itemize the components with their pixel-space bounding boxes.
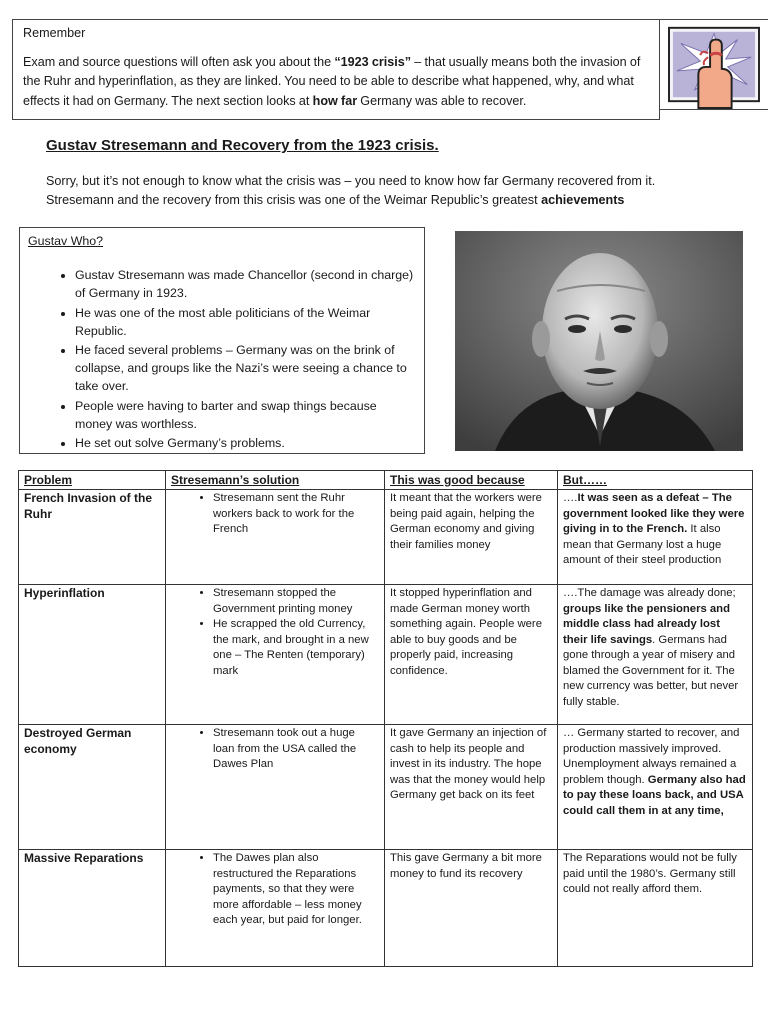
table-row bbox=[19, 850, 753, 967]
problem-cell: Hyperinflation bbox=[19, 585, 166, 725]
list-item: • The Dawes plan also restructured the Reparations payments, so that they were more affordable – less money each year, but paid for longer. bbox=[213, 851, 379, 929]
list-item: • Gustav Stresemann was made Chancellor (second in charge) of Germany in 1923. bbox=[75, 266, 416, 302]
intro-line-1: Sorry, but it’s not enough to know what the crisis was – you need to know how far Germany recovered from it. bbox=[46, 174, 656, 188]
portrait-image bbox=[455, 231, 743, 451]
but-text: . Germans had gone through a year of misery and blamed the Government for it. The new currency was better, but never fully stable. bbox=[563, 633, 739, 708]
intro-line-2 bbox=[46, 191, 746, 210]
but-text: ….The damage was already done; bbox=[563, 587, 736, 599]
finger-string-reminder-image bbox=[660, 19, 768, 110]
column-header-problem: Problem bbox=[19, 471, 166, 490]
gustav-who-box bbox=[19, 227, 425, 454]
list-item: • He was one of the most able politicians of the Weimar Republic. bbox=[75, 304, 416, 340]
but-text: It also mean that Germany lost a huge amount of their steel production bbox=[563, 523, 722, 566]
good-because-cell: It gave Germany an injection of cash to help its people and invest in its industry. The hope was that the money would help Germany get back on its feet bbox=[385, 725, 558, 850]
problem-cell: Massive Reparations bbox=[19, 850, 166, 967]
problem-cell: French Invasion of the Ruhr bbox=[19, 490, 166, 585]
recovery-table bbox=[18, 470, 753, 967]
solution-cell bbox=[166, 585, 385, 725]
but-text: The Reparations would not be fully paid until the 1980’s. Germany still could not really afford them. bbox=[563, 852, 737, 895]
good-because-cell: It stopped hyperinflation and made German money worth something again. People were able to buy goods and be properly paid, increasing confidence. bbox=[385, 585, 558, 725]
list-item: • Stresemann sent the Ruhr workers back to work for the French bbox=[213, 491, 379, 538]
remember-box bbox=[12, 19, 660, 120]
good-because-cell: This gave Germany a bit more money to fund its recovery bbox=[385, 850, 558, 967]
table-header-row bbox=[19, 471, 753, 490]
intro-text bbox=[46, 172, 746, 210]
solution-cell bbox=[166, 490, 385, 585]
but-text: …. bbox=[563, 492, 578, 504]
column-header-solution: Stresemann’s solution bbox=[166, 471, 385, 490]
remember-text bbox=[23, 53, 649, 112]
intro-line-2-text: Stresemann and the recovery from this crisis was one of the Weimar Republic’s greatest bbox=[46, 193, 542, 207]
stresemann-portrait-photo bbox=[455, 231, 743, 451]
remember-heading: Remember bbox=[23, 26, 86, 40]
list-item: • He set out solve Germany’s problems. bbox=[75, 434, 416, 452]
but-emphasis: It was seen as a defeat – The government looked like they were giving in to the French. bbox=[563, 492, 745, 535]
solution-list bbox=[171, 491, 379, 538]
but-emphasis: groups like the pensioners and middle class had already lost their life savings bbox=[563, 602, 730, 646]
page-title: Gustav Stresemann and Recovery from the 1923 crisis. bbox=[46, 137, 439, 154]
list-item: • He scrapped the old Currency, the mark, and brought in a new one – The Renten (temporary) mark bbox=[213, 617, 379, 679]
table-row bbox=[19, 585, 753, 725]
list-item: • People were having to barter and swap things because money was worthless. bbox=[75, 397, 416, 433]
but-cell bbox=[558, 585, 753, 725]
solution-cell bbox=[166, 725, 385, 850]
remember-text-segment: – that usually means both the invasion of the Ruhr and hyperinflation, as they are linked. You need to be able to describe what happened, why, and what effects it had on Germany. The next section looks at bbox=[23, 54, 641, 108]
solution-list bbox=[171, 586, 379, 679]
but-cell bbox=[558, 490, 753, 585]
gustav-who-heading: Gustav Who? bbox=[28, 234, 104, 248]
remember-text-segment: Germany was able to recover. bbox=[357, 93, 527, 108]
remember-emphasis: how far bbox=[312, 93, 358, 108]
good-because-cell: It meant that the workers were being paid again, helping the German economy and giving their families money bbox=[385, 490, 558, 585]
table-row bbox=[19, 490, 753, 585]
solution-cell bbox=[166, 850, 385, 967]
list-item: • Stresemann stopped the Government printing money bbox=[213, 586, 379, 617]
but-text: … Germany started to recover, and production massively improved. Unemployment always remained a problem though. bbox=[563, 727, 740, 786]
table-body bbox=[19, 490, 753, 967]
list-item: • Stresemann took out a huge loan from the USA called the Dawes Plan bbox=[213, 726, 379, 773]
but-cell bbox=[558, 725, 753, 850]
solution-list bbox=[171, 726, 379, 773]
table-row bbox=[19, 725, 753, 850]
intro-achievements: achievements bbox=[541, 193, 625, 207]
gustav-who-list bbox=[28, 266, 416, 452]
problem-cell: Destroyed German economy bbox=[19, 725, 166, 850]
reminder-clipart-icon bbox=[660, 20, 768, 109]
but-emphasis: Germany also had to pay these loans back, and USA could call them in at any time, bbox=[563, 773, 746, 817]
list-item: • He faced several problems – Germany was on the brink of collapse, and groups like the Nazi’s were seeing a chance to take over. bbox=[75, 341, 416, 396]
remember-text-segment: Exam and source questions will often ask you about the bbox=[23, 54, 335, 69]
but-cell bbox=[558, 850, 753, 967]
remember-emphasis: “1923 crisis” bbox=[334, 54, 412, 69]
column-header-good: This was good because bbox=[385, 471, 558, 490]
column-header-but: But…… bbox=[558, 471, 753, 490]
solution-list bbox=[171, 851, 379, 929]
